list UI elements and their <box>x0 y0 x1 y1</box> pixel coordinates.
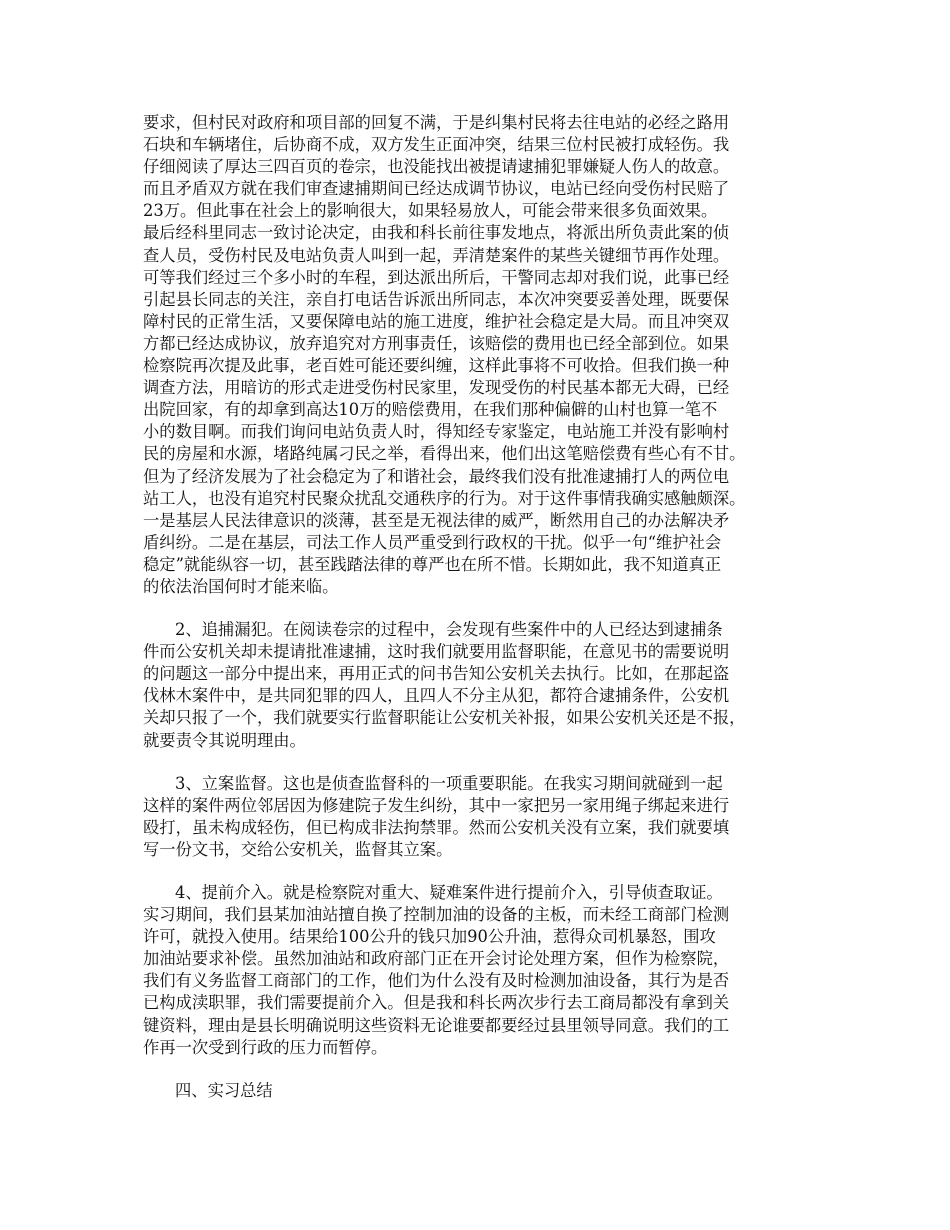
text-line: 我们有义务监督工商部门的工作，他们为什么没有及时检测加油设备，其行为是否 <box>143 971 730 991</box>
text-line: 稳定”就能纵容一切，甚至践踏法律的尊严也在所不惜。长期如此，我不知道真正 <box>143 554 722 574</box>
text-line: 殴打，虽未构成轻伤，但已构成非法拘禁罪。然而公安机关没有立案，我们就要填 <box>143 817 730 837</box>
text-line: 石块和车辆堵住，后协商不成，双方发生正面冲突，结果三位村民被打成轻伤。我 <box>143 135 730 155</box>
text-line: 可等我们经过三个多小时的车程，到达派出所后，干警同志却对我们说，此事已经 <box>143 267 730 287</box>
text-line: 4、提前介入。就是检察院对重大、疑难案件进行提前介入，引导侦查取证。 <box>175 883 723 902</box>
text-line: 方都已经达成协议，放弃追究对方刑事责任，该赔偿的费用也已经全部到位。如果 <box>143 333 730 353</box>
text-line: 的依法治国何时才能来临。 <box>143 576 339 596</box>
text-line: 2、追捕漏犯。在阅读卷宗的过程中，会发现有些案件中的人已经达到逮捕条 <box>175 620 723 640</box>
text-line: 出院回家，有的却拿到高达10万的赔偿费用，在我们那种偏僻的山村也算一笔不 <box>143 400 718 420</box>
text-line: 检察院再次提及此事，老百姓可能还要纠缠，这样此事将不可收拾。但我们换一种 <box>143 356 730 376</box>
text-line: 而且矛盾双方就在我们审查逮捕期间已经达成调节协议，电站已经向受伤村民赔了 <box>143 179 730 199</box>
paragraph-spacer <box>143 752 809 773</box>
text-line: 实习期间，我们县某加油站擅自换了控制加油的设备的主板，而未经工商部门检测 <box>143 905 730 925</box>
text-line: 仔细阅读了厚达三四百页的卷宗，也没能找出被提请逮捕犯罪嫌疑人伤人的故意。 <box>143 157 730 177</box>
text-line: 这样的案件两位邻居因为修建院子发生纠纷，其中一家把另一家用绳子绑起来进行 <box>143 795 730 815</box>
text-line: 盾纠纷。二是在基层，司法工作人员严重受到行政权的干扰。似乎一句“维护社会 <box>143 532 722 552</box>
text-line: 键资料，理由是县长明确说明这些资料无论谁要都要经过县里领导同意。我们的工 <box>143 1015 730 1035</box>
text-line: 调查方法，用暗访的形式走进受伤村民家里，发现受伤的村民基本都无大碍，已经 <box>143 378 730 398</box>
paragraph-spacer <box>143 1059 809 1080</box>
text-line: 要求，但村民对政府和项目部的回复不满，于是纠集村民将去往电站的必经之路用 <box>143 113 730 132</box>
section-heading: 四、实习总结 <box>175 1080 273 1100</box>
text-line: 作再一次受到行政的压力而暂停。 <box>143 1037 388 1057</box>
paragraph-case-review <box>143 112 809 598</box>
text-line: 许可，就投入使用。结果给100公升的钱只加90公升油，惹得众司机暴怒，围攻 <box>143 927 716 947</box>
text-line: 小的数目啊。而我们询问电站负责人时，得知经专家鉴定，电站施工并没有影响村 <box>143 422 730 442</box>
paragraph-filing-supervision <box>143 773 809 861</box>
text-line: 23万。但此事在社会上的影响很大，如果轻易放人，可能会带来很多负面效果。 <box>143 201 718 221</box>
text-line: 的问题这一部分中提出来，再用正式的问书告知公安机关去执行。比如，在那起盗 <box>143 664 730 684</box>
text-line: 伐林木案件中，是共同犯罪的四人，且四人不分主从犯，都符合逮捕条件，公安机 <box>143 686 730 706</box>
document-body <box>143 112 809 1102</box>
text-line: 就要责令其说明理由。 <box>143 730 306 750</box>
text-line: 但为了经济发展为了社会稳定为了和谐社会，最终我们没有批准逮捕打人的两位电 <box>143 466 730 486</box>
text-line: 查人员，受伤村民及电站负责人叫到一起，弄清楚案件的某些关键细节再作处理。 <box>143 245 730 265</box>
paragraph-spacer <box>143 861 809 882</box>
text-line: 3、立案监督。这也是侦查监督科的一项重要职能。在我实习期间就碰到一起 <box>175 773 723 793</box>
paragraph-pursue-omitted-suspects <box>143 619 809 752</box>
text-line: 民的房屋和水源，堵路纯属刁民之举，看得出来，他们出这笔赔偿费有些心有不甘。 <box>143 444 746 464</box>
text-line: 已构成渎职罪，我们需要提前介入。但是我和科长两次步行去工商局都没有拿到关 <box>143 993 730 1013</box>
text-line: 最后经科里同志一致讨论决定，由我和科长前往事发地点，将派出所负责此案的侦 <box>143 223 730 243</box>
section-heading-internship-summary <box>143 1080 809 1102</box>
paragraph-early-intervention <box>143 882 809 1059</box>
text-line: 写一份文书，交给公安机关，监督其立案。 <box>143 839 453 859</box>
text-line: 件而公安机关却未提请批准逮捕，这时我们就要用监督职能，在意见书的需要说明 <box>143 642 730 662</box>
paragraph-spacer <box>143 598 809 619</box>
text-line: 引起县长同志的关注，亲自打电话告诉派出所同志，本次冲突要妥善处理，既要保 <box>143 289 730 309</box>
text-line: 站工人，也没有追究村民聚众扰乱交通秩序的行为。对于这件事情我确实感触颇深。 <box>143 488 746 508</box>
text-line: 障村民的正常生活，又要保障电站的施工进度，维护社会稳定是大局。而且冲突双 <box>143 311 730 331</box>
text-line: 加油站要求补偿。虽然加油站和政府部门正在开会讨论处理方案，但作为检察院， <box>143 949 730 969</box>
text-line: 一是基层人民法律意识的淡薄，甚至是无视法律的威严，断然用自己的办法解决矛 <box>143 510 730 530</box>
text-line: 关却只报了一个，我们就要实行监督职能让公安机关补报，如果公安机关还是不报， <box>143 708 746 728</box>
